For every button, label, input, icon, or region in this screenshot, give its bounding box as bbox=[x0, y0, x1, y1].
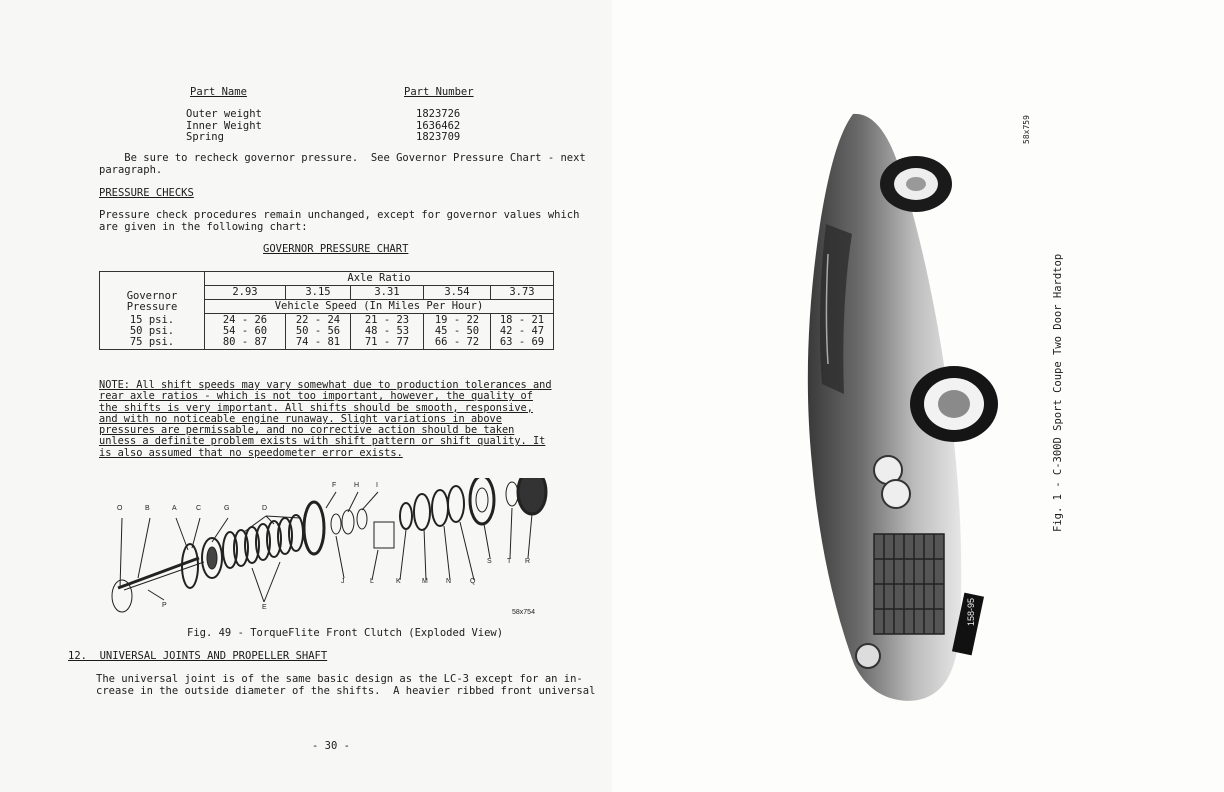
diagram-label: R bbox=[525, 558, 531, 565]
diagram-label: T bbox=[507, 558, 512, 565]
part-name-cell: Outer weight bbox=[186, 108, 262, 120]
diagram-label: G bbox=[224, 505, 230, 512]
section-paragraph-line: The universal joint is of the same basic design as the LC-3 except for an in- bbox=[96, 673, 583, 685]
diagram-code: 58x754 bbox=[512, 609, 535, 616]
ratio-cell: 3.15 bbox=[286, 286, 351, 300]
part-number-header: Part Number bbox=[404, 86, 474, 98]
diagram-label: I bbox=[376, 482, 378, 489]
diagram-label: E bbox=[262, 604, 267, 611]
axle-ratio-header: Axle Ratio bbox=[205, 272, 554, 286]
diagram-label: M bbox=[422, 578, 428, 585]
part-number-cell: 1636462 bbox=[416, 120, 461, 132]
ratio-cell: 3.73 bbox=[491, 286, 554, 300]
diagram-label: A bbox=[172, 505, 177, 512]
speed-values-cell: 22 - 24 50 - 56 74 - 81 bbox=[286, 314, 351, 350]
part-name-header: Part Name bbox=[190, 86, 247, 98]
vehicle-speed-header: Vehicle Speed (In Miles Per Hour) bbox=[205, 300, 554, 314]
recheck-paragraph-line: Be sure to recheck governor pressure. See Governor Pressure Chart - next bbox=[99, 152, 586, 164]
part-name-cell: Spring bbox=[186, 131, 224, 143]
ratio-cell: 3.31 bbox=[351, 286, 424, 300]
exploded-clutch-diagram bbox=[104, 478, 552, 620]
pressure-paragraph-line: are given in the following chart: bbox=[99, 221, 308, 233]
diagram-label: J bbox=[341, 578, 345, 585]
right-page bbox=[612, 0, 1224, 792]
diagram-label: Q bbox=[470, 578, 476, 585]
diagram-label: P bbox=[162, 602, 167, 609]
pressure-checks-heading: PRESSURE CHECKS bbox=[99, 187, 194, 199]
photo-code: 58x759 bbox=[1022, 115, 1031, 144]
part-number-cell: 1823709 bbox=[416, 131, 461, 143]
diagram-label: B bbox=[145, 505, 150, 512]
speed-values-cell: 18 - 21 42 - 47 63 - 69 bbox=[491, 314, 554, 350]
diagram-label: N bbox=[446, 578, 452, 585]
ratio-cell: 2.93 bbox=[205, 286, 286, 300]
part-name-cell: Inner Weight bbox=[186, 120, 262, 132]
pressure-values-cell: 15 psi. 50 psi. 75 psi. bbox=[100, 314, 205, 350]
diagram-label: F bbox=[332, 482, 337, 489]
license-plate-text: 158-95 bbox=[966, 597, 976, 626]
pressure-paragraph-line: Pressure check procedures remain unchanged, except for governor values which bbox=[99, 209, 580, 221]
chart-title: GOVERNOR PRESSURE CHART bbox=[263, 243, 409, 255]
speed-values-cell: 19 - 22 45 - 50 66 - 72 bbox=[424, 314, 491, 350]
part-number-cell: 1823726 bbox=[416, 108, 461, 120]
clutch-illustration bbox=[104, 478, 552, 620]
speed-values-cell: 24 - 26 54 - 60 80 - 87 bbox=[205, 314, 286, 350]
figure-1-caption: Fig. 1 - C-300D Sport Coupe Two Door Hardtop bbox=[1052, 253, 1064, 532]
figure-49-caption: Fig. 49 - TorqueFlite Front Clutch (Exploded View) bbox=[187, 627, 504, 639]
governor-pressure-table bbox=[99, 271, 554, 350]
row-header-cell: Governor Pressure bbox=[100, 272, 205, 314]
section-paragraph-line: crease in the outside diameter of the shifts. A heavier ribbed front universal bbox=[96, 685, 596, 697]
diagram-label: S bbox=[487, 558, 492, 565]
section-12-heading: 12. UNIVERSAL JOINTS AND PROPELLER SHAFT bbox=[68, 650, 328, 662]
ratio-cell: 3.54 bbox=[424, 286, 491, 300]
recheck-paragraph-line: paragraph. bbox=[99, 164, 163, 176]
diagram-label: H bbox=[354, 482, 360, 489]
diagram-label: D bbox=[262, 505, 268, 512]
page-number: - 30 - bbox=[312, 740, 350, 752]
diagram-label: L bbox=[370, 578, 374, 585]
note-paragraph: NOTE: All shift speeds may vary somewhat due to production tolerances and rear axle ratios - which is not too important, however, the quality of the shifts is very important. All shifts should be smooth, responsive, and with no noticeable engine runaway. Slight variations in above pressures are permissable, and no corrective action should be taken unless a definite problem exists with shift pattern or shift quality. It is also assumed that no speedometer error exists. bbox=[99, 379, 552, 459]
diagram-label: C bbox=[196, 505, 202, 512]
speed-values-cell: 21 - 23 48 - 53 71 - 77 bbox=[351, 314, 424, 350]
diagram-label: K bbox=[396, 578, 401, 585]
diagram-label: O bbox=[117, 505, 123, 512]
